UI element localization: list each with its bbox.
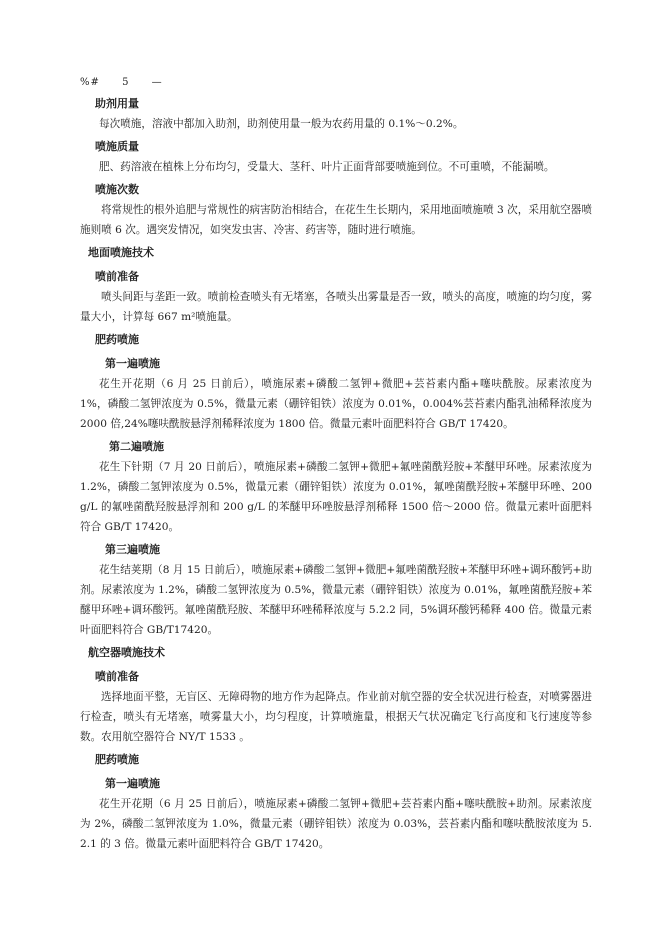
- heading-zjyl: 助剂用量: [95, 97, 139, 110]
- header-dash: —: [151, 77, 163, 88]
- heading-ground-fertilizer: 肥药喷施: [95, 333, 139, 346]
- heading-aerial-pass-1: 第一遍喷施: [105, 777, 160, 790]
- heading-ground-pass-2: 第二遍喷施: [109, 440, 164, 453]
- heading-ground-prep: 喷前准备: [95, 270, 139, 283]
- paragraph-ground-prep: 喷头间距与垄距一致。喷前检查喷头有无堵塞，各喷头出雾量是否一致，喷头的高度，喷施的均匀度，雾量大小，计算每 667 m²喷施量。: [80, 291, 592, 323]
- document-body: [80, 96, 592, 859]
- heading-ground-pass-3: 第三遍喷施: [105, 543, 160, 556]
- heading-ground-spraying: 地面喷施技术: [88, 246, 154, 259]
- paragraph-pszl: 肥、药溶液在植株上分布均匀，受量大、茎秆、叶片正面背部要喷施到位。不可重喷，不能漏喷。: [99, 161, 555, 173]
- paragraph-aerial-pass-1: 花生开花期（6 月 25 日前后），喷施尿素+磷酸二氢钾+微肥+芸苔素内酯+噻呋酰胺+助剂。尿素浓度为 2%，磷酸二氢钾浓度为 1.0%，微量元素（硼锌钼铁）浓度为 0.03%，芸苔素内酯和噻呋酰胺浓度为 5.2.1 的 3 倍。微量元素叶面肥料符合 GB/T 17420。: [80, 798, 592, 850]
- heading-pszl: 喷施质量: [95, 140, 139, 153]
- paragraph-ground-pass-2: 花生下针期（7 月 20 日前后），喷施尿素+磷酸二氢钾+微肥+氟唑菌酰羟胺+苯醚甲环唑。尿素浓度为 1.2%，磷酸二氢钾浓度为 0.5%，微量元素（硼锌钼铁）浓度为 0.01%，氟唑菌酰羟胺+苯醚甲环唑、200 g/L 的氟唑菌酰羟胺悬浮剂和 200 g/L 的苯醚甲环唑胺悬浮剂稀释 1500 倍～2000 倍。微量元素叶面肥料符合 GB/T 17420。: [80, 461, 592, 533]
- paragraph-ground-pass-1: 花生开花期（6 月 25 日前后），喷施尿素+磷酸二氢钾+微肥+芸苔素内酯+噻呋酰胺。尿素浓度为 1%，磷酸二氢钾浓度为 0.5%，微量元素（硼锌钼铁）浓度为 0.01%，0.004%芸苔素内酯乳油稀释浓度为 2000 倍,24%噻呋酰胺悬浮剂稀释浓度为 1800 倍。微量元素叶面肥料符合 GB/T 17420。: [80, 378, 592, 430]
- heading-pscs: 喷施次数: [95, 183, 139, 196]
- header-number: 5: [122, 77, 130, 88]
- paragraph-aerial-prep: 选择地面平整，无盲区、无障碍物的地方作为起降点。作业前对航空器的安全状况进行检查，对喷雾器进行检查，喷头有无堵塞，喷雾量大小，均匀程度，计算喷施量，根据天气状况确定飞行高度和飞行速度等参数。农用航空器符合 NY/T 1533 。: [80, 691, 592, 743]
- paragraph-zjyl: 每次喷施，溶液中都加入助剂，助剂使用量一般为农药用量的 0.1%～0.2%。: [99, 118, 464, 130]
- paragraph-pscs: 将常规性的根外追肥与常规性的病害防治相结合，在花生生长期内，采用地面喷施喷 3 次，采用航空器喷施则喷 6 次。遇突发情况，如突发虫害、冷害、药害等，随时进行喷施。: [80, 204, 592, 236]
- paragraph-ground-pass-3: 花生结荚期（8 月 15 日前后），喷施尿素+磷酸二氢钾+微肥+氟唑菌酰羟胺+苯醚甲环唑+调环酸钙+助剂。尿素浓度为 1.2%，磷酸二氢钾浓度为 0.5%，微量元素（硼锌钼铁）浓度为 0.01%，氟唑菌酰羟胺+苯醚甲环唑+调环酸钙。氟唑菌酰羟胺、苯醚甲环唑稀释浓度与 5.2.2 同，5%调环酸钙稀释 400 倍。微量元素叶面肥料符合 GB/T17420。: [80, 564, 592, 636]
- heading-aerial-prep: 喷前准备: [95, 670, 139, 683]
- heading-ground-pass-1: 第一遍喷施: [105, 357, 160, 370]
- page-header: [80, 77, 181, 88]
- heading-aerial-fertilizer: 肥药喷施: [95, 753, 139, 766]
- heading-aerial-spraying: 航空器喷施技术: [88, 646, 165, 659]
- header-code: %#: [80, 77, 100, 88]
